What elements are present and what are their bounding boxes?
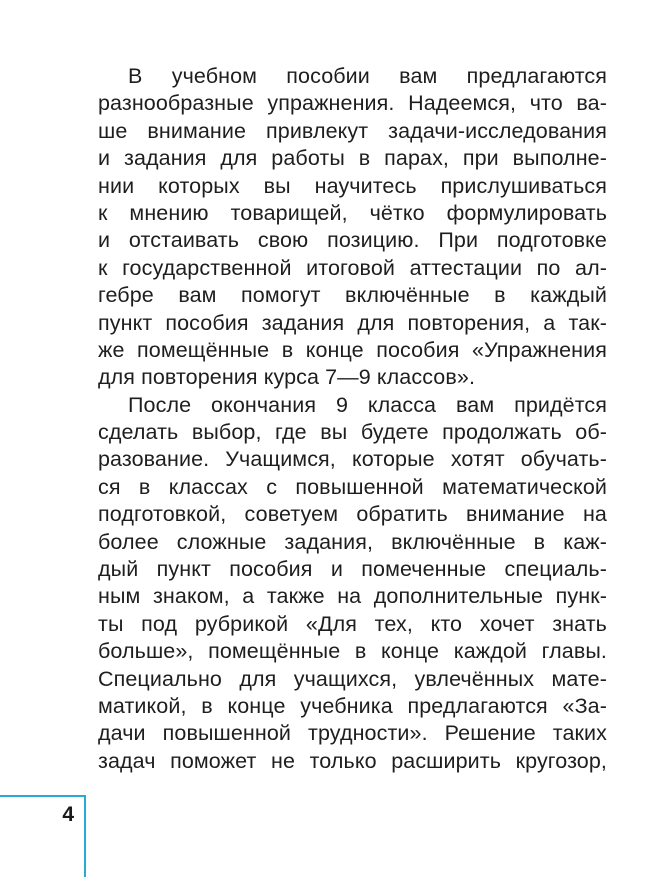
text-line: подготовкой, советуем обратить внимание на [98, 502, 607, 527]
text-line: В учебном пособии вам предлагаются [128, 64, 607, 88]
text-line: разнообразные упражнения. Надеемся, что ва- [98, 91, 607, 116]
text-line: ным знаком, а также на дополнительные пунк- [98, 584, 607, 609]
text-line: же помещённые в конце пособия «Упражнения [98, 337, 607, 362]
page-number-box [0, 795, 86, 877]
text-line: к государственной итоговой аттестации по ал- [98, 255, 607, 280]
paragraph-2 [98, 392, 607, 775]
body-text [98, 63, 607, 775]
text-line: матикой, в конце учебника предлагаются «За- [98, 693, 607, 718]
text-line: для повторения курса 7—9 классов». [98, 365, 476, 390]
text-line: ты под рубрикой «Для тех, кто хочет знать [98, 611, 607, 636]
text-line: к мнению товарищей, чётко формулировать [98, 200, 607, 225]
text-line: сделать выбор, где вы будете продолжать об- [98, 420, 607, 445]
text-line: ше внимание привлекут задачи-исследования [98, 118, 607, 143]
text-line: дачи повышенной трудности». Решение таких [98, 721, 607, 746]
text-line: гебре вам помогут включённые в каждый [98, 283, 607, 308]
text-line: пункт пособия задания для повторения, а так- [98, 310, 607, 335]
text-line: разование. Учащимся, которые хотят обучать- [98, 447, 607, 472]
paragraph-1 [98, 63, 607, 392]
text-line: После окончания 9 класса вам придётся [128, 392, 607, 417]
text-line: задач поможет не только расширить кругозор, [98, 748, 607, 773]
text-line: дый пункт пособия и помеченные специаль- [98, 557, 607, 582]
text-line: и отстаивать свою позицию. При подготовке [98, 228, 607, 253]
text-line: нии которых вы научитесь прислушиваться [98, 173, 607, 198]
text-line: и задания для работы в парах, при выполне- [98, 146, 607, 171]
text-line: ся в классах с повышенной математической [98, 474, 607, 499]
text-line: более сложные задания, включённые в каж- [98, 529, 607, 554]
page-number: 4 [62, 803, 74, 826]
text-line: больше», помещённые в конце каждой главы. [98, 639, 607, 664]
text-line: Специально для учащихся, увлечённых мате- [98, 666, 607, 691]
